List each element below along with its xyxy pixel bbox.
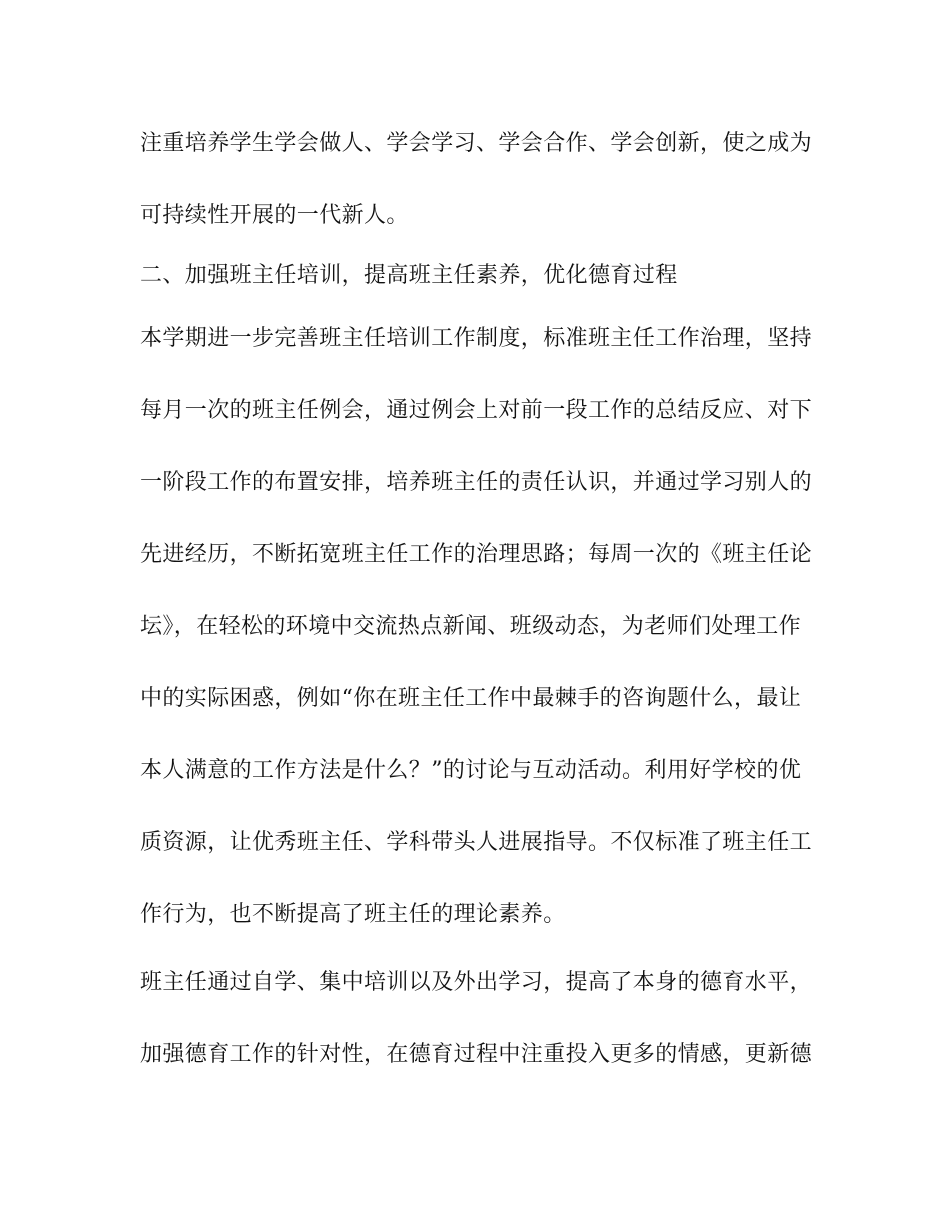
paragraph-line: 作行为，也不断提高了班主任的理论素养。 xyxy=(140,902,566,927)
paragraph-line: 中的实际困惑，例如“你在班主任工作中最棘手的咨询题什么，最让 xyxy=(140,686,802,711)
paragraph-line: 质资源，让优秀班主任、学科带头人进展指导。不仅标准了班主任工 xyxy=(140,830,813,855)
paragraph-line: 本人满意的工作方法是什么？”的讨论与互动活动。利用好学校的优 xyxy=(140,758,802,783)
paragraph-line: 班主任通过自学、集中培训以及外出学习，提高了本身的德育水平， xyxy=(140,970,813,995)
section-heading: 二、加强班主任培训，提高班主任素养，优化德育过程 xyxy=(140,263,678,288)
paragraph-line: 本学期进一步完善班主任培训工作制度，标准班主任工作治理，坚持 xyxy=(140,326,813,351)
paragraph-line: 每月一次的班主任例会，通过例会上对前一段工作的总结反应、对下 xyxy=(140,398,813,423)
paragraph-line: 先进经历，不断拓宽班主任工作的治理思路；每周一次的《班主任论 xyxy=(140,542,813,567)
paragraph-line: 加强德育工作的针对性，在德育过程中注重投入更多的情感，更新德 xyxy=(140,1042,813,1067)
paragraph-line: 坛》，在轻松的环境中交流热点新闻、班级动态，为老师们处理工作 xyxy=(140,614,802,639)
paragraph-line: 一阶段工作的布置安排，培养班主任的责任认识，并通过学习别人的 xyxy=(140,470,813,495)
paragraph-line: 可持续性开展的一代新人。 xyxy=(140,203,409,228)
paragraph-line: 注重培养学生学会做人、学会学习、学会合作、学会创新，使之成为 xyxy=(140,131,813,156)
